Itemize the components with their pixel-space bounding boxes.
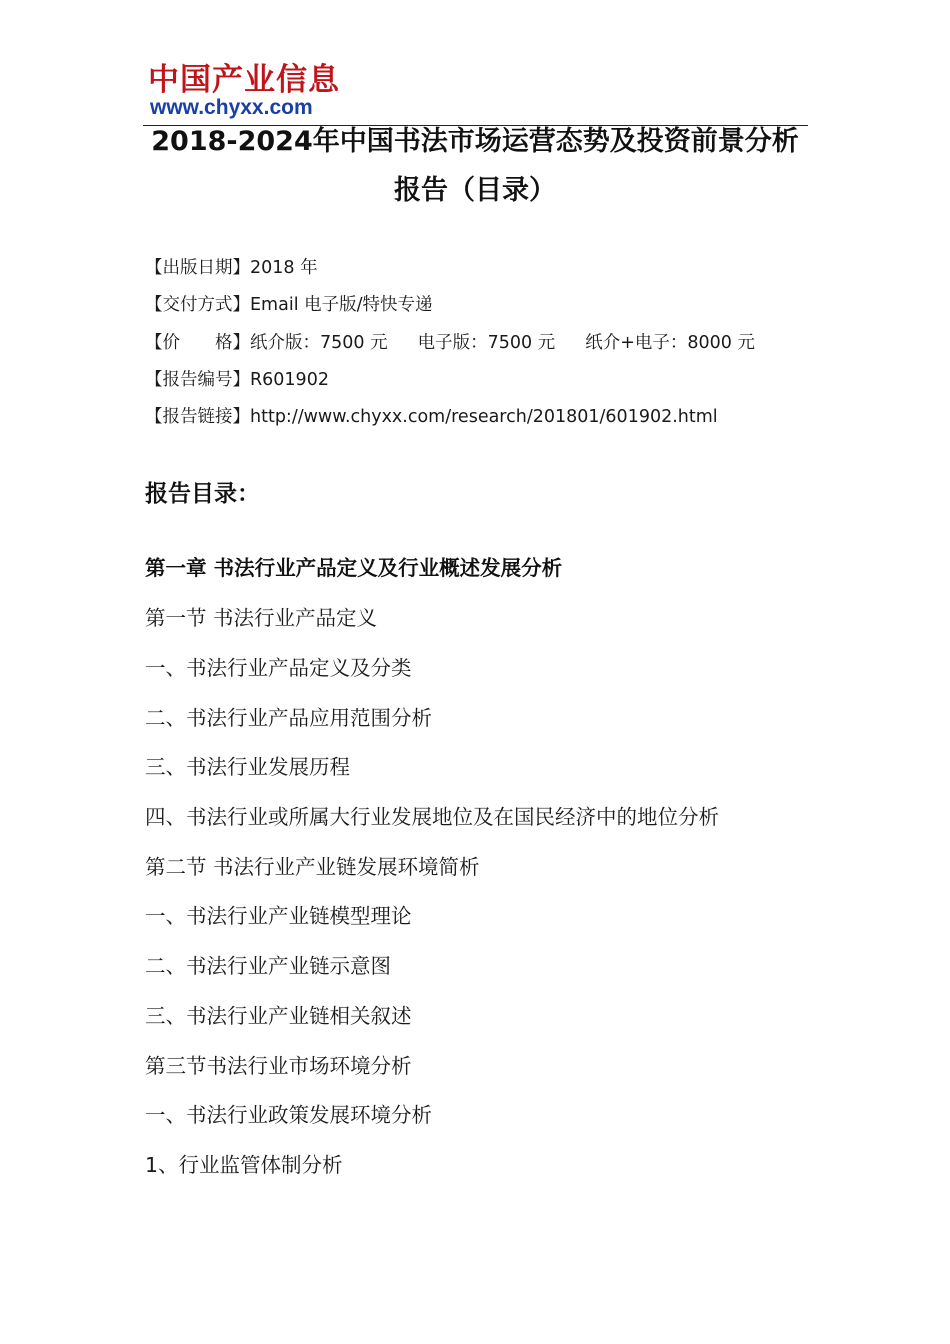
logo-website-url: www.chyxx.com xyxy=(150,96,313,119)
toc-chapter-1: 第一章 书法行业产品定义及行业概述发展分析 xyxy=(145,556,563,580)
publish-date-row xyxy=(145,256,318,280)
toc-item: 三、书法行业发展历程 xyxy=(145,755,350,779)
price-combo: 纸介+电子：8000 元 xyxy=(585,333,755,353)
toc-item: 一、书法行业产业链模型理论 xyxy=(145,904,412,928)
price-electronic: 电子版：7500 元 xyxy=(417,333,556,353)
toc-item: 一、书法行业政策发展环境分析 xyxy=(145,1103,432,1127)
report-link-label: 【报告链接】 xyxy=(145,407,250,427)
toc-section-1-2: 第二节 书法行业产业链发展环境简析 xyxy=(145,855,480,879)
toc-item: 二、书法行业产品应用范围分析 xyxy=(145,706,432,730)
toc-section-1-3: 第三节书法行业市场环境分析 xyxy=(145,1054,412,1078)
publish-date-value: 2018 年 xyxy=(250,258,318,278)
toc-item: 二、书法行业产业链示意图 xyxy=(145,954,391,978)
publish-date-label: 【出版日期】 xyxy=(145,258,250,278)
price-label: 【价 格】 xyxy=(145,333,250,353)
delivery-method-value: Email 电子版/特快专递 xyxy=(250,295,433,315)
report-number-label: 【报告编号】 xyxy=(145,370,250,390)
report-link-row xyxy=(145,405,718,429)
price-row xyxy=(145,331,755,355)
report-number-row xyxy=(145,368,329,392)
delivery-method-label: 【交付方式】 xyxy=(145,295,250,315)
report-link-url[interactable]: http://www.chyxx.com/research/201801/601902.html xyxy=(250,407,718,427)
toc-heading: 报告目录： xyxy=(145,481,260,507)
toc-item: 1、行业监管体制分析 xyxy=(145,1153,343,1177)
toc-item: 一、书法行业产品定义及分类 xyxy=(145,656,412,680)
chyxx-logo xyxy=(146,60,356,124)
report-title-line-2: 报告（目录） xyxy=(394,175,556,206)
price-paper: 纸介版：7500 元 xyxy=(250,333,388,353)
report-title-line-1: 2018-2024年中国书法市场运营态势及投资前景分析 xyxy=(151,126,799,157)
toc-item: 四、书法行业或所属大行业发展地位及在国民经济中的地位分析 xyxy=(145,805,719,829)
delivery-method-row xyxy=(145,293,433,317)
toc-section-1-1: 第一节 书法行业产品定义 xyxy=(145,606,378,630)
report-number-value: R601902 xyxy=(250,370,329,390)
logo-chinese-name: 中国产业信息 xyxy=(148,62,340,98)
toc-item: 三、书法行业产业链相关叙述 xyxy=(145,1004,412,1028)
